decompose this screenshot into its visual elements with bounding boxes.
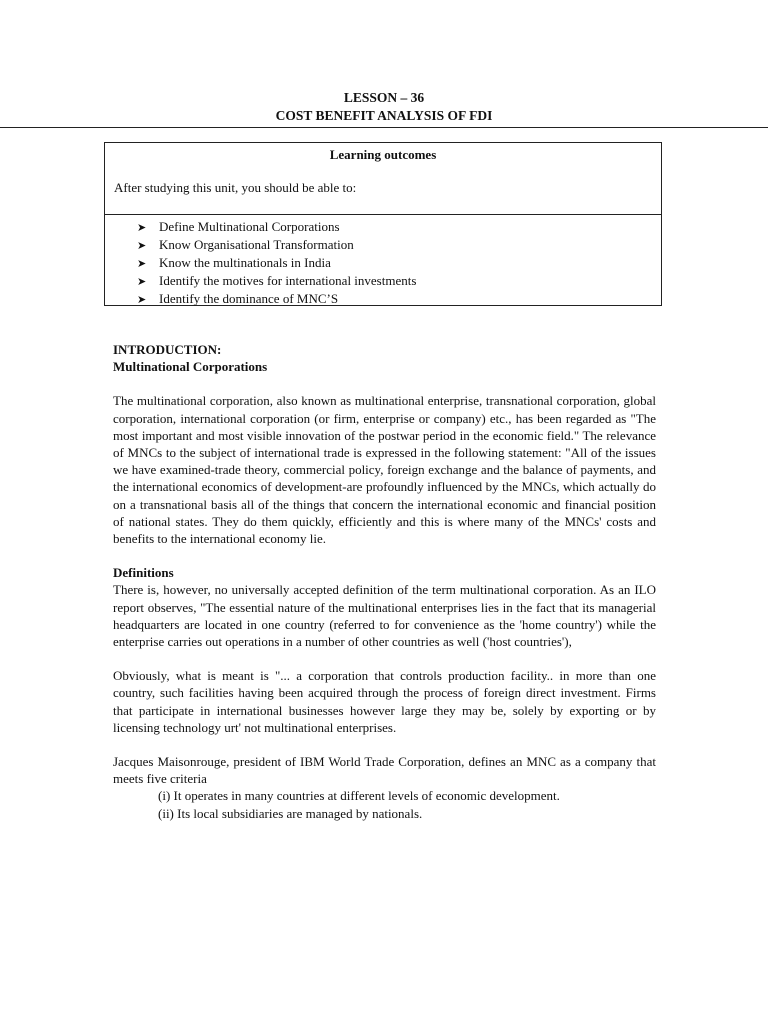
learning-outcomes-title: Learning outcomes [329, 147, 437, 162]
list-item: ➤ Identify the motives for international investments [137, 273, 417, 288]
learning-outcomes-box [104, 142, 662, 215]
definitions-heading: Definitions [113, 565, 174, 581]
list-item: (ii) Its local subsidiaries are managed by nationals. [158, 805, 423, 821]
lesson-title: COST BENEFIT ANALYSIS OF FDI [275, 108, 493, 123]
learning-outcomes-list-box [104, 214, 662, 306]
list-item: ➤ Know Organisational Transformation [137, 237, 354, 252]
arrow-bullet-icon: ➤ [137, 221, 147, 234]
introduction-paragraph: The multinational corporation, also known as multinational enterprise, transnational corporation, global corporation, international corporation (or firm, enterprise or company) etc., has been regarded as "The most important and most visible innovation of the postwar period in the economic field." The relevance of MNCs to the subject of international trade is expressed in the following statement: "All of the issues we have examined-trade theory, commercial policy, foreign exchange and the balance of payments, and the international economics of development-are profoundly influenced by the MNCs, which actually do on a transnational basis all of the things that concern the international economic and financial position of national states. They do them quickly, efficiently and this is where many of the MNCs' costs and benefits to the international economy lie. [113, 393, 656, 547]
list-item: (i) It operates in many countries at different levels of economic development. [158, 788, 560, 804]
definitions-paragraph-3: Jacques Maisonrouge, president of IBM World Trade Corporation, defines an MNC as a company that meets five criteria [113, 754, 656, 787]
list-item: ➤ Know the multinationals in India [137, 255, 331, 270]
learning-outcomes-intro: After studying this unit, you should be able to: [114, 180, 357, 195]
definitions-paragraph-1: There is, however, no universally accepted definition of the term multinational corporation. As an ILO report observes, "The essential nature of the multinational enterprises lies in the fact that its managerial headquarters are located in one country (referred to for convenience as the 'home country') while the enterprise carries out operations in a number of other countries as well ('host countries'), [113, 582, 656, 650]
arrow-bullet-icon: ➤ [137, 293, 147, 306]
document-body [113, 341, 656, 822]
introduction-heading: INTRODUCTION: [113, 342, 222, 357]
arrow-bullet-icon: ➤ [137, 257, 147, 270]
arrow-bullet-icon: ➤ [137, 275, 147, 288]
lesson-number: LESSON – 36 [343, 90, 425, 105]
definitions-paragraph-2: Obviously, what is meant is "... a corporation that controls production facility.. in more than one country, such facilities having been acquired through the process of foreign direct investment. Firms that participate in international businesses however large they may be, solely by exporting or by licensing technology urt' not multinational enterprises. [113, 668, 656, 735]
header-divider [0, 127, 768, 128]
learning-outcomes-list [137, 218, 416, 308]
list-item: ➤ Define Multinational Corporations [137, 219, 340, 234]
introduction-subheading: Multinational Corporations [113, 359, 268, 375]
list-item: ➤ Identify the dominance of MNC’S [137, 291, 339, 306]
criteria-list [113, 787, 656, 821]
arrow-bullet-icon: ➤ [137, 239, 147, 252]
lesson-header [0, 89, 768, 125]
